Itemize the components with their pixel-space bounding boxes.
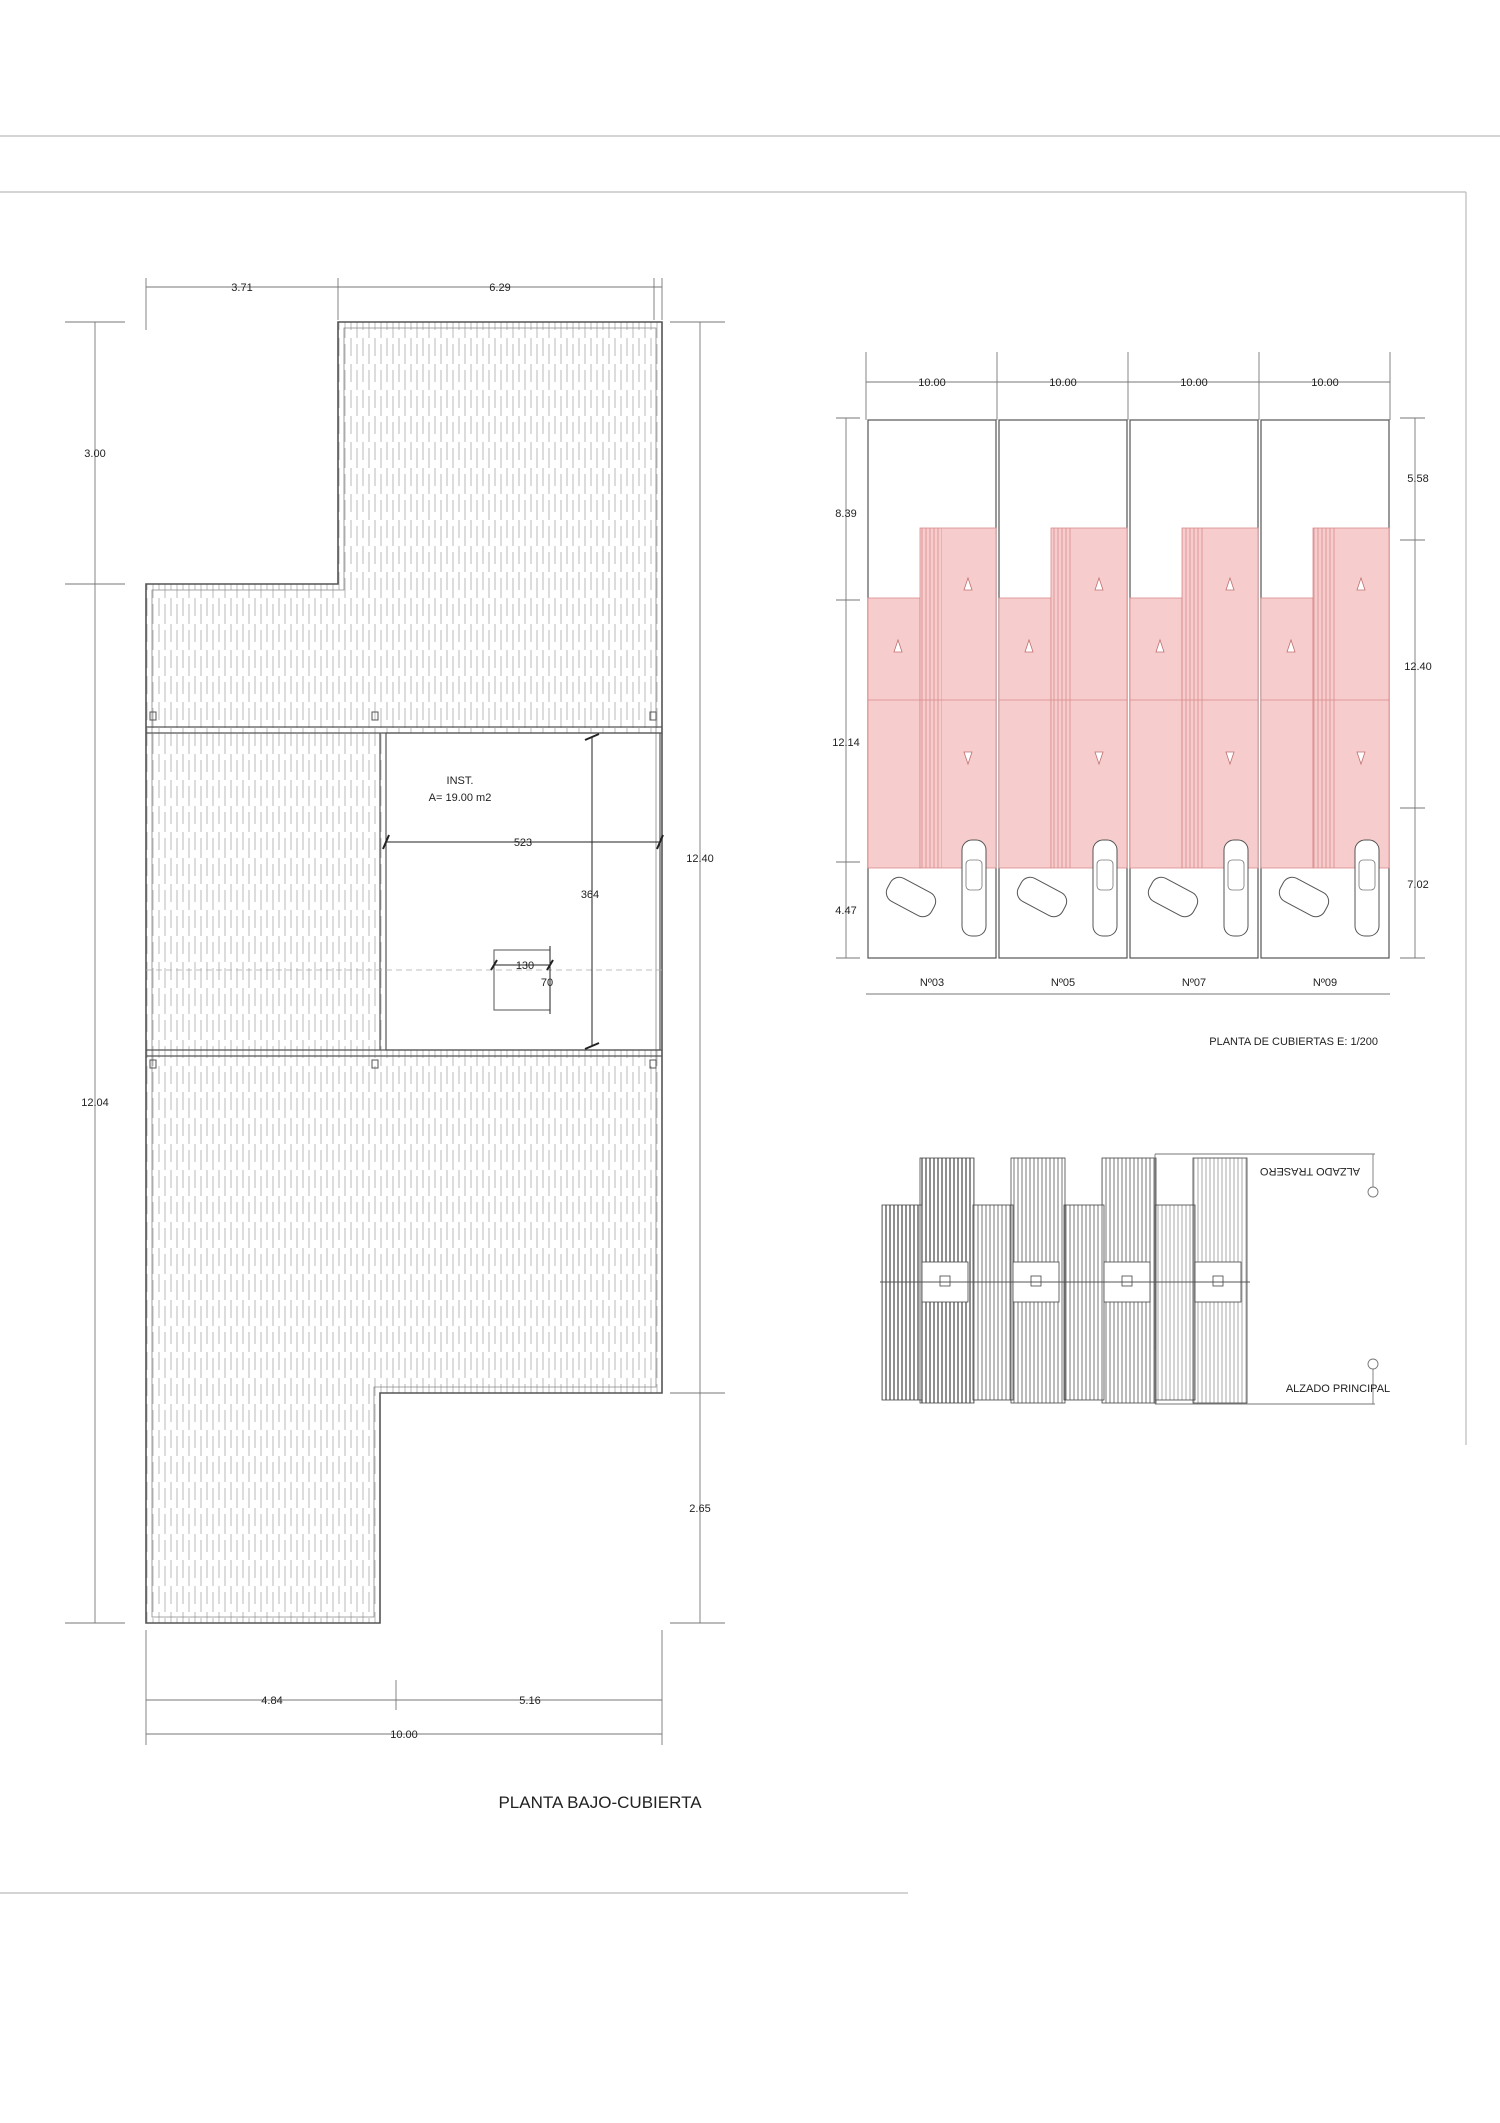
roof-slab-left [1130,598,1182,868]
dim-right-upper: 12.40 [686,853,714,865]
dim-top-left: 3.71 [231,282,253,294]
roof-slab-left [868,598,920,868]
unit-label-1: Nº03 [919,977,945,989]
roof-hatch-strip [1051,528,1073,868]
main-plan [65,278,725,1812]
dim-hatch-width: 130 [515,960,535,972]
roof-hatch-strip [1182,528,1204,868]
car-icon [1355,840,1379,936]
main-plan-title: PLANTA BAJO-CUBIERTA [498,1793,702,1812]
roof-dim-right-1: 5.58 [1407,473,1429,485]
dim-bottom-right: 5.16 [519,1695,541,1707]
room-label: INST. [446,775,474,787]
elevations [880,1154,1390,1404]
dim-bottom-total: 10.00 [390,1729,418,1741]
dim-left-total: 12.04 [81,1097,109,1109]
dim-room-height: 364 [580,889,600,901]
roof-dim-left-3: 4.47 [835,905,857,917]
dim-left-upper: 3.00 [84,448,106,460]
elevation-block-low [1064,1205,1104,1400]
dim-hatch-height: 70 [540,977,554,989]
roof-slab-left [1261,598,1313,868]
elevation-vent [940,1276,950,1286]
car-icon [1224,840,1248,936]
roof-dim-top-2: 10.00 [1049,377,1077,389]
roof-dim-left-2: 12.14 [832,737,860,749]
elevation-vent [1213,1276,1223,1286]
elevation-block-low [882,1205,922,1400]
unit-label-4: Nº09 [1312,977,1338,989]
elevation-block-low [973,1205,1013,1400]
dim-bottom-left: 4.84 [261,1695,283,1707]
roof-plan-title: PLANTA DE CUBIERTAS E: 1/200 [1209,1036,1378,1048]
room-area: A= 19.00 m2 [428,792,492,804]
roof-dim-right-3: 7.02 [1407,879,1429,891]
car-icon [1093,840,1117,936]
unit-label-2: Nº05 [1050,977,1076,989]
roof-dim-top-1: 10.00 [918,377,946,389]
unit-label-3: Nº07 [1181,977,1207,989]
car-icon [962,840,986,936]
roof-dim-right-2: 12.40 [1404,661,1432,673]
roof-plan [832,352,1432,1048]
dim-right-lower: 2.65 [689,1503,711,1515]
elevation-block-low [1155,1205,1195,1400]
roof-dim-left-1: 8.39 [835,508,857,520]
installation-room [386,733,660,1050]
rear-elevation-label: ALZADO TRASERO [1259,1165,1361,1177]
dim-room-width: 523 [513,837,533,849]
dim-top-right: 6.29 [489,282,511,294]
roof-dim-top-4: 10.00 [1311,377,1339,389]
roof-hatch-strip [1313,528,1335,868]
front-elevation-label: ALZADO PRINCIPAL [1285,1383,1391,1395]
roof-hatch-strip [920,528,942,868]
roof-dim-top-3: 10.00 [1180,377,1208,389]
roof-slab-left [999,598,1051,868]
elevation-vent [1122,1276,1132,1286]
elevation-vent [1031,1276,1041,1286]
